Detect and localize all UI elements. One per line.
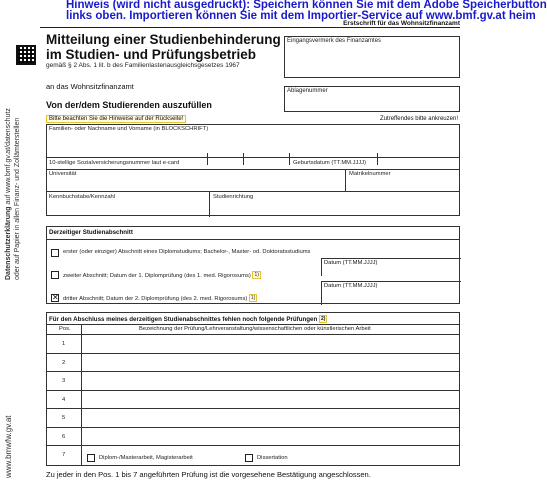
section-3-checkbox[interactable]	[51, 294, 59, 302]
exam-row-number: 1	[62, 341, 66, 347]
receipt-label: Eingangsvermerk des Finanzamtes	[287, 38, 382, 44]
study-field-label: Studienrichtung	[213, 194, 254, 200]
filing-label: Ablagenummer	[287, 88, 328, 94]
notice-line-2: links oben. Importieren können Sie mit dem Importier-Service auf www.bmf.gv.at heim	[66, 9, 536, 22]
exam-row-number: 3	[62, 378, 66, 384]
dissertation-label: Dissertation	[257, 455, 288, 461]
exam-row[interactable]	[47, 445, 459, 464]
date-2-label: Datum (TT.MM.JJJJ)	[324, 283, 378, 289]
exam-row[interactable]	[47, 353, 459, 372]
thesis-label: Diplom-/Masterarbeit, Magisterarbeit	[99, 455, 193, 461]
section-2-text: zweiter Abschnitt; Datum der 1. Diplomprüfung (des 1. med. Rigorosums)	[63, 273, 251, 279]
exam-row-number: 2	[62, 359, 66, 366]
study-section-title: Derzeitiger Studienabschnitt	[49, 229, 133, 236]
matrikel-label: Matrikelnummer	[349, 171, 391, 177]
student-section-heading: Von der/dem Studierenden auszufüllen	[46, 100, 212, 110]
footnote-1-marker: 1)	[254, 272, 259, 278]
privacy-bold: Datenschutzerklärung	[5, 206, 12, 280]
exam-row[interactable]	[47, 334, 459, 353]
missing-exams-table	[46, 312, 460, 466]
form-legal-basis: gemäß § 2 Abs. 1 lit. b des Familienlastenausgleichsgesetzes 1967	[46, 62, 240, 69]
footnote-2-marker: 2)	[321, 316, 326, 322]
col-desc-header: Bezeichnung der Prüfung/Lehrveranstaltung/wissenschaftlichen oder künstlerischen Arbeit	[139, 326, 371, 332]
name-label: Familien- oder Nachname und Vorname (in BLOCKSCHRIFT)	[49, 126, 209, 132]
privacy-url: auf www.bmf.gv.at/datenschutz	[5, 108, 12, 207]
date-2-field[interactable]	[321, 281, 461, 305]
notice-line-1: Hinweis (wird nicht ausgedruckt): Speichern können Sie mit dem Adobe Speicherbutton	[66, 0, 547, 11]
website-side-note	[4, 408, 18, 478]
exam-row[interactable]	[47, 371, 459, 390]
dissertation-checkbox[interactable]	[245, 454, 253, 462]
code-label: Kennbuchstabe/Kennzahl	[49, 194, 116, 200]
privacy-side-note	[4, 90, 28, 280]
recipient-office: an das Wohnsitzfinanzamt	[46, 82, 134, 91]
date-1-field[interactable]	[321, 258, 461, 276]
website-text: www.bmwfw.gv.at	[4, 415, 13, 478]
tick-instruction: Zutreffendes bitte ankreuzen!	[380, 116, 458, 122]
qr-code-icon	[16, 45, 36, 65]
thesis-checkbox[interactable]	[87, 454, 95, 462]
exams-heading	[47, 314, 329, 324]
form-title: Mitteilung einer Studienbehinderung im Studien- und Prüfungsbetrieb	[46, 32, 281, 62]
section-2-label	[61, 270, 263, 280]
col-pos-header: Pos.	[59, 326, 71, 332]
exam-row[interactable]	[47, 427, 459, 446]
checked-mark-icon: ✕	[52, 293, 59, 302]
footer-note: Zu jeder in den Pos. 1 bis 7 angeführten Prüfung ist die vorgesehene Bestätigung angeschlossen.	[46, 470, 371, 479]
section-1-label: erster (oder einziger) Abschnitt eines Diplomstudiums; Bachelor-, Master- od. Doktoratsstudiums	[63, 249, 311, 255]
exam-row-number: 5	[62, 415, 66, 421]
exam-row[interactable]	[47, 408, 459, 427]
exam-row[interactable]	[47, 390, 459, 409]
copy-label: Erstschrift für das Wohnsitzfinanzamt	[343, 20, 460, 27]
footnote-1-marker-2: 1)	[250, 295, 256, 301]
exams-heading-text: Für den Abschluss meines derzeitigen Studienabschnittes fehlen noch folgende Prüfungen	[49, 316, 318, 323]
privacy-line-2: oder auf Papier in allen Finanz- und Zollämterstellen	[14, 117, 21, 280]
section-1-checkbox[interactable]	[51, 249, 59, 257]
birthdate-label: Geburtsdatum (TT.MM.JJJJ)	[293, 160, 367, 166]
header-divider	[40, 27, 460, 28]
receipt-stamp-field[interactable]	[284, 36, 460, 78]
exam-row-number: 7	[62, 452, 66, 458]
university-label: Universität	[49, 171, 77, 177]
section-3-text: dritter Abschnitt; Datum der 2. Diplomprüfung (des 2. med. Rigorosums)	[63, 296, 248, 302]
section-3-label	[61, 293, 259, 303]
personal-data-grid	[46, 124, 460, 216]
reverse-side-hint: Bitte beachten Sie die Hinweise auf der Rückseite!	[46, 115, 186, 123]
exam-row-number: 6	[62, 433, 66, 440]
import-notice	[66, 0, 547, 22]
filing-number-field[interactable]	[284, 86, 460, 112]
svnr-label: 10-stellige Sozialversicherungsnummer laut e-card	[49, 160, 180, 166]
section-2-checkbox[interactable]	[51, 271, 59, 279]
study-section-grid	[46, 226, 460, 304]
date-1-label: Datum (TT.MM.JJJJ)	[324, 260, 378, 266]
exam-row-number: 4	[62, 396, 66, 403]
